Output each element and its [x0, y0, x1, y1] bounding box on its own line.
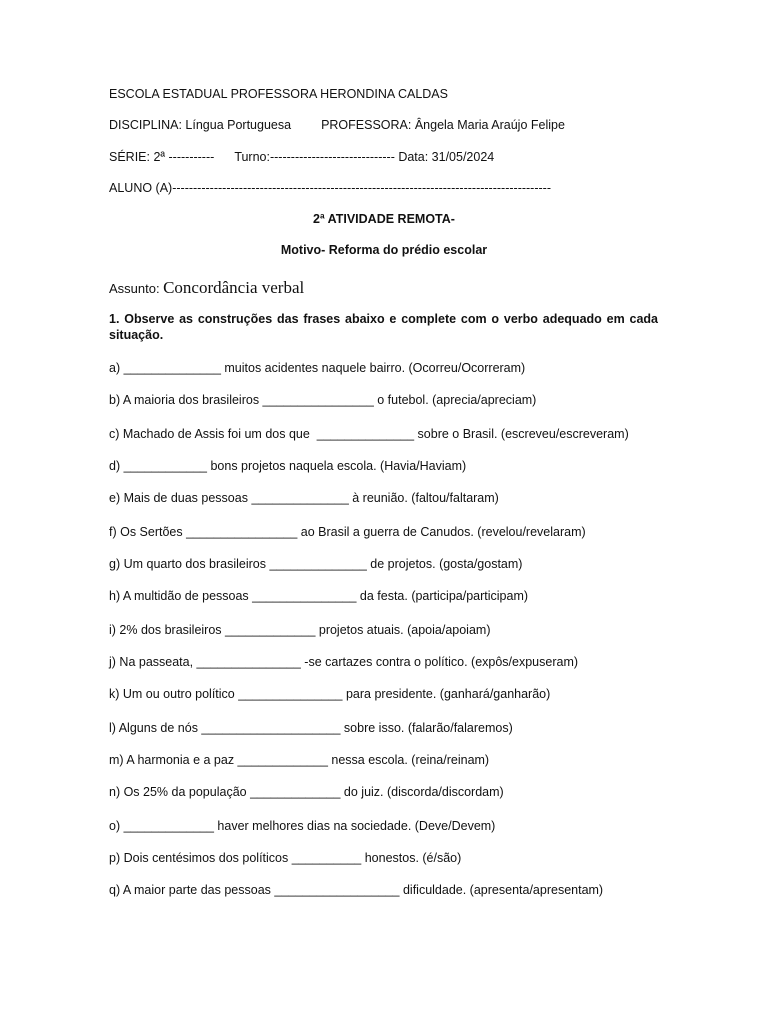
- turno-data: Turno:------------------------------ Data: 31/05/2024: [234, 150, 495, 164]
- assunto-value: Concordância verbal: [163, 278, 305, 297]
- exercise-item: b) A maioria dos brasileiros ________________ o futebol. (aprecia/apreciam): [109, 393, 537, 407]
- exercise-item: p) Dois centésimos dos políticos __________ honestos. (é/são): [109, 851, 462, 865]
- exercise-item: q) A maior parte das pessoas __________________ dificuldade. (apresenta/apresentam): [109, 883, 604, 897]
- exercise-item: c) Machado de Assis foi um dos que ______________ sobre o Brasil. (escreveu/escreveram): [109, 427, 629, 441]
- exercise-item: n) Os 25% da população _____________ do juiz. (discorda/discordam): [109, 785, 504, 799]
- discipline: DISCIPLINA: Língua Portuguesa: [109, 118, 292, 132]
- teacher: PROFESSORA: Ângela Maria Araújo Felipe: [321, 118, 565, 132]
- motivo: Motivo- Reforma do prédio escolar: [280, 243, 488, 257]
- exercise-item: h) A multidão de pessoas _______________ da festa. (participa/participam): [109, 589, 529, 603]
- exercise-item: d) ____________ bons projetos naquela escola. (Havia/Haviam): [109, 459, 467, 473]
- activity-title: 2ª ATIVIDADE REMOTA-: [313, 212, 455, 226]
- serie: SÉRIE: 2ª -----------: [109, 150, 215, 164]
- exercise-item: l) Alguns de nós ____________________ sobre isso. (falarão/falaremos): [109, 721, 513, 735]
- exercise-item: m) A harmonia e a paz _____________ nessa escola. (reina/reinam): [109, 753, 490, 767]
- assunto-line: [109, 280, 304, 297]
- exercise-item: f) Os Sertões ________________ ao Brasil a guerra de Canudos. (revelou/revelaram): [109, 525, 586, 539]
- exercise-item: i) 2% dos brasileiros _____________ projetos atuais. (apoia/apoiam): [109, 623, 491, 637]
- discipline-line: [109, 117, 565, 133]
- exercise-item: o) _____________ haver melhores dias na sociedade. (Deve/Devem): [109, 819, 496, 833]
- school-name: ESCOLA ESTADUAL PROFESSORA HERONDINA CALDAS: [109, 87, 448, 101]
- exercise-item: a) ______________ muitos acidentes naquele bairro. (Ocorreu/Ocorreram): [109, 361, 526, 375]
- exercise-item: g) Um quarto dos brasileiros ______________ de projetos. (gosta/gostam): [109, 557, 523, 571]
- serie-line: [109, 149, 494, 165]
- assunto-label: Assunto:: [109, 281, 160, 296]
- aluno-line: ALUNO (A)-------------------------------------------------------------------------------------------: [109, 181, 551, 195]
- exercise-item: j) Na passeata, _______________ -se cartazes contra o político. (expôs/expuseram): [109, 655, 579, 669]
- exercise-item: e) Mais de duas pessoas ______________ à reunião. (faltou/faltaram): [109, 491, 499, 505]
- instruction: 1. Observe as construções das frases abaixo e complete com o verbo adequado em cada situação.: [109, 312, 658, 342]
- exercise-item: k) Um ou outro político _______________ para presidente. (ganhará/ganharão): [109, 687, 551, 701]
